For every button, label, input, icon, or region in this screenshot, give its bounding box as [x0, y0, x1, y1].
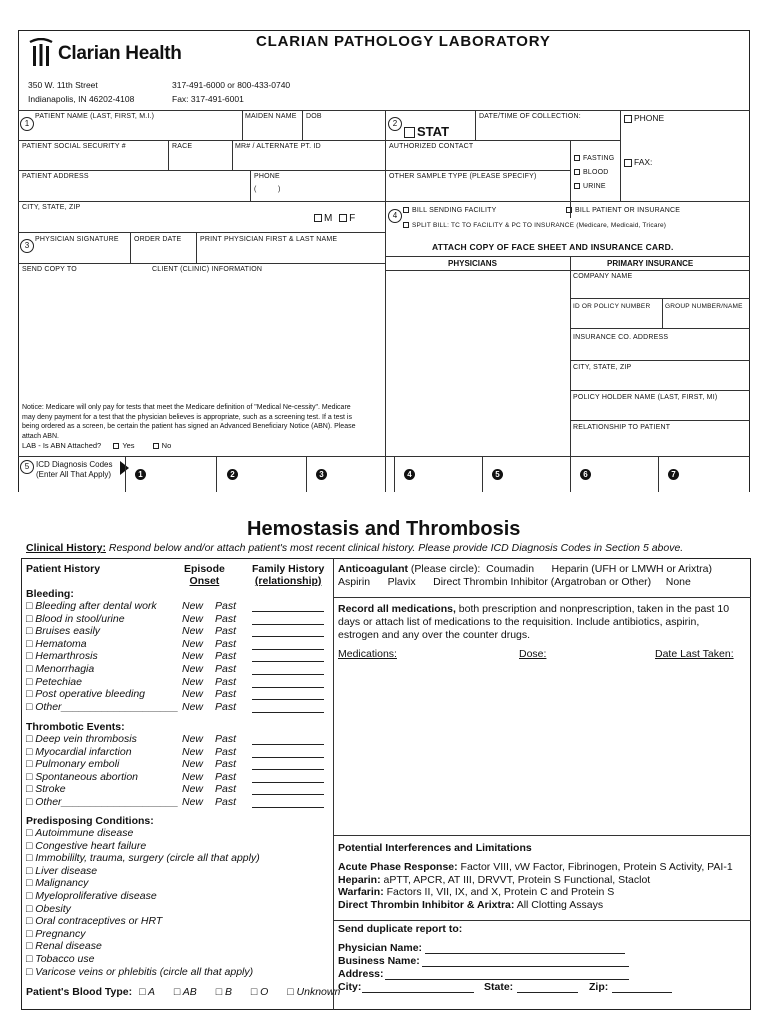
thrombotic-item[interactable]: [26, 746, 132, 758]
state-label: State:: [484, 981, 514, 993]
bill-facility-option[interactable]: BILL SENDING FACILITY: [403, 207, 496, 214]
patient-phone-label: PHONE: [254, 173, 280, 180]
thrombotic-checkbox[interactable]: □: [26, 758, 36, 771]
thrombotic-new-option[interactable]: New: [182, 783, 204, 796]
blood-type-unknown[interactable]: □ Unknown: [287, 986, 341, 998]
clarian-logo-icon: [28, 38, 54, 68]
interferences-list: Acute Phase Response: Factor VIII, vW Factor, Fibrinogen, Protein S Activity, PAI-1 Heparin: aPTT, APCR, AT III, DRVVT, Protein S Functional, Staclot Warfarin: Factors II, VII, IX, and X, Protein C and Protein S Direct Thrombin Inhibitor & Arixtra: All Clotting Assays: [338, 861, 733, 912]
lab-fax: Fax: 317-491-6001: [172, 94, 244, 104]
date-last-taken-label: Date Last Taken:: [655, 648, 734, 660]
state-field[interactable]: [517, 992, 578, 993]
blood-option[interactable]: BLOOD: [574, 169, 609, 176]
abn-no-checkbox[interactable]: [153, 443, 159, 449]
stat-checkbox-row[interactable]: STAT: [404, 124, 449, 139]
predisposing-heading: Predisposing Conditions:: [26, 815, 154, 827]
phone-checkbox[interactable]: [624, 115, 632, 123]
bleeding-checkbox[interactable]: □: [26, 612, 36, 625]
zip-label: Zip:: [589, 981, 609, 993]
bleeding-new-option[interactable]: New: [182, 663, 204, 675]
bleeding-item[interactable]: [26, 638, 87, 650]
bleeding-new-option[interactable]: New: [182, 625, 204, 638]
bleeding-past-option[interactable]: Past: [215, 650, 237, 663]
predisposing-item[interactable]: [26, 953, 94, 965]
bleeding-checkbox[interactable]: □: [26, 688, 36, 701]
bleeding-family-field[interactable]: [252, 649, 324, 650]
blood-checkbox[interactable]: [574, 169, 580, 175]
medicare-notice: Notice: Medicare will only pay for tests that meet the Medicare definition of "Medical Ne-cessity". Medicare may deny payment for a test that the physician believes is appropriate, such as a screening test. If a test is being ordered as a screen, be certain the patient has signed an Advanced Beneficiary Notice (ABN). Please attach ABN.: [22, 404, 356, 440]
predisposing-label: Myeloproliferative disease: [35, 890, 157, 902]
city-label: City:: [338, 981, 362, 993]
bleeding-checkbox[interactable]: □: [26, 625, 36, 638]
bleeding-family-field[interactable]: [252, 661, 324, 662]
predisposing-item[interactable]: [26, 915, 162, 927]
clinical-history-line: Clinical History: Respond below and/or attach patient's most recent clinical history. Please provide ICD Diagnosis Codes in Section 5 above.: [26, 542, 684, 554]
bleeding-past-option[interactable]: Past: [215, 675, 237, 688]
thrombotic-item[interactable]: [26, 733, 137, 745]
relationship-label: RELATIONSHIP TO PATIENT: [573, 424, 671, 431]
thrombotic-checkbox[interactable]: □: [26, 770, 36, 783]
medications-label: Medications:: [338, 648, 397, 660]
section-2-marker: 2: [388, 113, 402, 131]
predisposing-label: Pregnancy: [35, 927, 86, 940]
bleeding-label: Menorrhagia: [35, 663, 95, 675]
collection-datetime-label: DATE/TIME OF COLLECTION:: [479, 113, 581, 120]
dose-label: Dose:: [519, 648, 547, 660]
patient-address-label: PATIENT ADDRESS: [22, 173, 89, 180]
family-history-heading: Family History (relationship): [252, 563, 325, 587]
icd-code-4[interactable]: 4: [404, 464, 415, 482]
predisposing-label: Immobililty, trauma, surgery (circle all that apply): [35, 852, 260, 865]
dob-label: DOB: [306, 113, 322, 120]
bleeding-item[interactable]: [26, 613, 125, 625]
bleeding-family-field[interactable]: [252, 636, 324, 637]
bleeding-new-option[interactable]: New: [182, 600, 204, 612]
predisposing-label: Tobacco use: [35, 953, 95, 965]
race-label: RACE: [172, 143, 193, 150]
lab-address-2: Indianapolis, IN 46202-4108: [28, 94, 135, 104]
thrombotic-label: Other____________________: [35, 796, 179, 808]
logo-text: Clarian Health: [58, 43, 182, 64]
bill-patient-option[interactable]: BILL PATIENT OR INSURANCE: [566, 207, 680, 214]
bleeding-item[interactable]: [26, 663, 94, 675]
authorized-contact-label: AUTHORIZED CONTACT: [389, 143, 474, 150]
thrombotic-family-field[interactable]: [252, 757, 324, 758]
thrombotic-label: Spontaneous abortion: [35, 770, 139, 783]
bleeding-past-option[interactable]: Past: [215, 700, 237, 713]
predisposing-label: Obesity: [35, 902, 71, 915]
thrombotic-item[interactable]: [26, 783, 66, 795]
bleeding-item[interactable]: [26, 625, 100, 637]
predisposing-item[interactable]: [26, 966, 253, 978]
thrombotic-label: Stroke: [35, 783, 66, 796]
icd-code-3[interactable]: 3: [316, 464, 327, 482]
fasting-option[interactable]: FASTING: [574, 155, 614, 162]
bleeding-label: Post operative bleeding: [35, 688, 146, 701]
blood-type-row: Patient's Blood Type: □ A □ AB □ B □ O □ Unknown: [26, 986, 341, 998]
thrombotic-checkbox[interactable]: □: [26, 796, 36, 808]
bleeding-heading: Bleeding:: [26, 588, 74, 600]
predisposing-item[interactable]: [26, 890, 157, 902]
thrombotic-family-field[interactable]: [252, 782, 324, 783]
lab-title: CLARIAN PATHOLOGY LABORATORY: [256, 33, 551, 50]
thrombotic-label: Deep vein thrombosis: [35, 733, 137, 745]
interferences-heading: Potential Interferences and Limitations: [338, 842, 532, 854]
mrn-label: MR# / ALTERNATE PT. ID: [235, 143, 321, 150]
split-bill-checkbox[interactable]: [403, 222, 409, 228]
blood-type-a[interactable]: □ A: [139, 986, 155, 998]
thrombotic-family-field[interactable]: [252, 807, 324, 808]
bleeding-family-field[interactable]: [252, 687, 324, 688]
thrombotic-item[interactable]: [26, 796, 178, 808]
thrombotic-past-option[interactable]: Past: [215, 745, 237, 758]
predisposing-checkbox[interactable]: □: [26, 915, 36, 928]
bleeding-past-option[interactable]: Past: [215, 688, 237, 701]
bleeding-past-option[interactable]: Past: [215, 600, 237, 612]
predisposing-label: Varicose veins or phlebitis (circle all that apply): [35, 965, 254, 978]
blood-type-o[interactable]: □ O: [250, 986, 269, 998]
bleeding-new-option[interactable]: New: [182, 637, 204, 650]
bleeding-new-option[interactable]: New: [182, 650, 204, 663]
patient-name-label: PATIENT NAME (LAST, FIRST, M.I.): [35, 113, 155, 120]
bleeding-checkbox[interactable]: □: [26, 700, 36, 713]
icd-label: ICD Diagnosis Codes (Enter All That Apply): [36, 460, 113, 479]
predisposing-item[interactable]: [26, 852, 260, 864]
record-medications: Record all medications, both prescription and nonprescription, taken in the past 10 days or attach list of medications to the requisition. Include antibiotics, aspirin, estrogen and any over the counter drugs.: [338, 603, 730, 641]
primary-insurance-heading: PRIMARY INSURANCE: [607, 259, 694, 268]
fax-checkbox[interactable]: [624, 159, 632, 167]
company-name-label: COMPANY NAME: [573, 273, 633, 280]
urine-option[interactable]: URINE: [574, 183, 606, 190]
bleeding-past-option[interactable]: Past: [215, 637, 237, 650]
icd-code-2[interactable]: 2: [227, 464, 238, 482]
bill-facility-checkbox[interactable]: [403, 207, 409, 213]
thrombotic-heading: Thrombotic Events:: [26, 721, 125, 733]
bleeding-label: Other____________________: [35, 700, 179, 713]
predisposing-item[interactable]: [26, 840, 146, 852]
thrombotic-past-option[interactable]: Past: [215, 783, 237, 796]
abn-yes-checkbox[interactable]: [113, 443, 119, 449]
bleeding-label: Blood in stool/urine: [35, 612, 125, 625]
thrombotic-new-option[interactable]: New: [182, 796, 204, 808]
bleeding-label: Hematoma: [35, 637, 87, 650]
male-checkbox[interactable]: [314, 214, 322, 222]
thrombotic-family-field[interactable]: [252, 794, 324, 795]
thrombotic-family-field[interactable]: [252, 744, 324, 745]
bleeding-past-option[interactable]: Past: [215, 612, 237, 625]
predisposing-label: Congestive heart failure: [35, 839, 147, 852]
insurance-address-label: INSURANCE CO. ADDRESS: [573, 334, 669, 341]
physicians-heading: PHYSICIANS: [448, 259, 497, 268]
thrombotic-new-option[interactable]: New: [182, 770, 204, 783]
attach-notice: ATTACH COPY OF FACE SHEET AND INSURANCE CARD.: [432, 242, 674, 252]
predisposing-checkbox[interactable]: □: [26, 965, 36, 978]
bleeding-family-field[interactable]: [252, 624, 324, 625]
predisposing-checkbox[interactable]: □: [26, 877, 36, 890]
thrombotic-past-option[interactable]: Past: [215, 796, 237, 808]
bleeding-label: Bruises easily: [35, 625, 101, 638]
ssn-label: PATIENT SOCIAL SECURITY #: [22, 143, 126, 150]
business-name-field[interactable]: [422, 966, 629, 967]
patient-phone-paren: ( ): [254, 186, 281, 193]
lab-phone: 317-491-6000 or 800-433-0740: [172, 80, 291, 90]
fasting-checkbox[interactable]: [574, 155, 580, 161]
bleeding-item[interactable]: [26, 676, 82, 688]
anticoagulant-line: Anticoagulant (Please circle): Coumadin Heparin (UFH or LMWH or Arixtra) Aspirin Plavix Direct Thrombin Inhibitor (Argatroban or Other) None: [338, 563, 712, 588]
thrombotic-past-option[interactable]: Past: [215, 770, 237, 783]
predisposing-label: Oral contraceptives or HRT: [35, 915, 163, 928]
predisposing-label: Liver disease: [35, 864, 98, 877]
section-3-marker: 3: [20, 235, 34, 253]
predisposing-checkbox[interactable]: □: [26, 890, 36, 902]
bleeding-item[interactable]: [26, 688, 145, 700]
policy-holder-label: POLICY HOLDER NAME (LAST, FIRST, MI): [573, 394, 718, 401]
bleeding-new-option[interactable]: New: [182, 612, 204, 625]
icd-code-1[interactable]: 1: [135, 464, 146, 482]
icd-code-5[interactable]: 5: [492, 464, 503, 482]
abn-question: LAB - Is ABN Attached? Yes No: [22, 441, 172, 450]
predisposing-checkbox[interactable]: □: [26, 852, 36, 865]
bleeding-item[interactable]: [26, 650, 98, 662]
bleeding-family-field[interactable]: [252, 712, 324, 713]
maiden-name-label: MAIDEN NAME: [245, 113, 297, 120]
bleeding-new-option[interactable]: New: [182, 688, 204, 701]
send-copy-label: SEND COPY TO: [22, 266, 77, 273]
bleeding-checkbox[interactable]: □: [26, 675, 36, 688]
thrombotic-checkbox[interactable]: □: [26, 745, 36, 758]
predisposing-item[interactable]: [26, 865, 97, 877]
other-sample-label: OTHER SAMPLE TYPE (PLEASE SPECIFY): [389, 173, 537, 180]
icd-code-7[interactable]: 7: [668, 464, 679, 482]
thrombotic-past-option[interactable]: Past: [215, 733, 237, 745]
order-date-label: ORDER DATE: [134, 236, 182, 243]
thrombotic-new-option[interactable]: New: [182, 745, 204, 758]
predisposing-item[interactable]: [26, 940, 102, 952]
predisposing-item[interactable]: [26, 903, 71, 915]
phone-option[interactable]: PHONE: [624, 113, 664, 123]
thrombotic-label: Pulmonary emboli: [35, 758, 120, 771]
predisposing-checkbox[interactable]: □: [26, 953, 36, 965]
predisposing-item[interactable]: [26, 928, 85, 940]
bleeding-item[interactable]: [26, 701, 178, 713]
predisposing-checkbox[interactable]: □: [26, 927, 36, 940]
thrombotic-new-option[interactable]: New: [182, 733, 204, 745]
address-field[interactable]: [385, 979, 629, 980]
group-number-label: GROUP NUMBER/NAME: [665, 303, 743, 310]
bleeding-label: Hemarthrosis: [35, 650, 98, 663]
bleeding-new-option[interactable]: New: [182, 675, 204, 688]
physician-signature-label: PHYSICIAN SIGNATURE: [35, 236, 119, 243]
thrombotic-past-option[interactable]: Past: [215, 758, 237, 771]
blood-type-b[interactable]: □ B: [215, 986, 232, 998]
lab-address-1: 350 W. 11th Street: [28, 80, 98, 90]
thrombotic-checkbox[interactable]: □: [26, 733, 36, 745]
bleeding-past-option[interactable]: Past: [215, 663, 237, 675]
predisposing-checkbox[interactable]: □: [26, 902, 36, 915]
city-state-zip-label: CITY, STATE, ZIP: [22, 204, 81, 211]
physician-name-label: Physician Name:: [338, 942, 423, 954]
bleeding-label: Bleeding after dental work: [35, 600, 157, 612]
bill-patient-checkbox[interactable]: [566, 207, 572, 213]
split-bill-option[interactable]: SPLIT BILL: TC TO FACILITY & PC TO INSURANCE (Medicare, Medicaid, Tricare): [403, 222, 666, 229]
policy-number-label: ID OR POLICY NUMBER: [573, 303, 651, 310]
sex-selector[interactable]: M F: [314, 213, 355, 224]
predisposing-checkbox[interactable]: □: [26, 827, 36, 839]
section-1-marker: 1: [20, 113, 34, 131]
thrombotic-family-field[interactable]: [252, 769, 324, 770]
predisposing-checkbox[interactable]: □: [26, 839, 36, 852]
bleeding-family-field[interactable]: [252, 611, 324, 612]
duplicate-heading: Send duplicate report to:: [338, 923, 463, 935]
blood-type-ab[interactable]: □ AB: [173, 986, 197, 998]
section-5-marker: 5: [20, 456, 34, 474]
zip-field[interactable]: [612, 992, 672, 993]
predisposing-label: Autoimmune disease: [35, 827, 134, 839]
bleeding-checkbox[interactable]: □: [26, 637, 36, 650]
urine-checkbox[interactable]: [574, 183, 580, 189]
section-4-marker: 4: [388, 205, 402, 223]
bleeding-label: Petechiae: [35, 675, 82, 688]
insurance-city-label: CITY, STATE, ZIP: [573, 364, 632, 371]
predisposing-checkbox[interactable]: □: [26, 940, 36, 953]
print-physician-label: PRINT PHYSICIAN FIRST & LAST NAME: [200, 236, 338, 243]
female-checkbox[interactable]: [339, 214, 347, 222]
predisposing-item[interactable]: [26, 877, 88, 889]
business-name-label: Business Name:: [338, 955, 420, 967]
physician-name-field[interactable]: [425, 953, 625, 954]
client-info-label: CLIENT (CLINIC) INFORMATION: [152, 266, 263, 273]
thrombotic-checkbox[interactable]: □: [26, 783, 36, 796]
predisposing-label: Malignancy: [35, 877, 89, 890]
thrombotic-label: Myocardial infarction: [35, 745, 132, 758]
bleeding-new-option[interactable]: New: [182, 700, 204, 713]
predisposing-checkbox[interactable]: □: [26, 864, 36, 877]
stat-checkbox[interactable]: [404, 127, 415, 138]
episode-heading: Episode Onset: [184, 563, 225, 587]
form-title: Hemostasis and Thrombosis: [247, 518, 521, 540]
bleeding-family-field[interactable]: [252, 674, 324, 675]
bleeding-checkbox[interactable]: □: [26, 600, 36, 612]
bleeding-checkbox[interactable]: □: [26, 663, 36, 675]
address-label: Address:: [338, 968, 384, 980]
clarian-logo: [28, 38, 188, 70]
thrombotic-item[interactable]: [26, 771, 138, 783]
bleeding-family-field[interactable]: [252, 699, 324, 700]
thrombotic-item[interactable]: [26, 758, 119, 770]
patient-history-heading: Patient History: [26, 563, 101, 575]
bleeding-past-option[interactable]: Past: [215, 625, 237, 638]
icd-code-6[interactable]: 6: [580, 464, 591, 482]
predisposing-item[interactable]: [26, 827, 133, 839]
bleeding-checkbox[interactable]: □: [26, 650, 36, 663]
fax-option[interactable]: FAX:: [624, 157, 652, 167]
predisposing-label: Renal disease: [35, 940, 102, 953]
city-field[interactable]: [362, 992, 474, 993]
thrombotic-new-option[interactable]: New: [182, 758, 204, 771]
bleeding-item[interactable]: [26, 600, 157, 612]
